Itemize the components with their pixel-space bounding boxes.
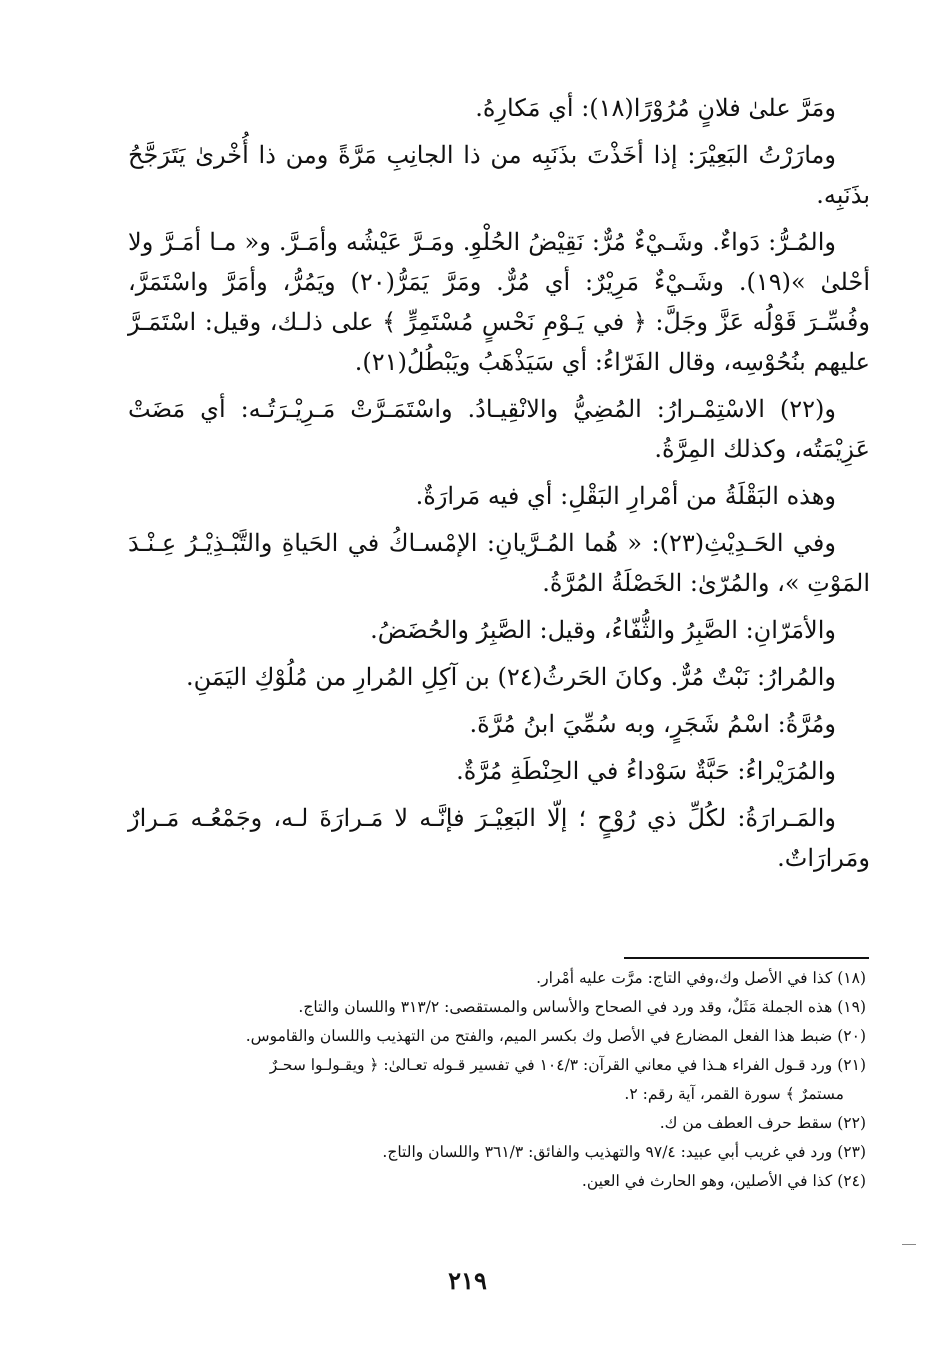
footnote-number: (٢٣)	[837, 1143, 866, 1161]
main-text	[128, 88, 870, 885]
paragraph: و(٢٢) الاسْتِمْـرارُ: المُضِيُّ والانْقِيـادُ. واسْتَمَـرَّتْ مَـرِيْـرَتُـه: أي مَضَتْ عَزِيْمَتُه، وكذلك المِرَّةُ.	[128, 395, 870, 463]
footnote-text: ورد قـول الفراء هـذا في معاني القرآن: ١٠٤/٣ في تفسير قـوله تعـالىٰ: ﴿ ويقـولـوا سحـرٌ	[269, 1056, 833, 1074]
paragraph: وفي الحَـدِيْثِ(٢٣): « هُما المُـرَّيانِ: الإمْسـاكُ في الحَياةِ والتَّبْـذِيْـرُ عِـنْـدَ المَوْتِ »، والمُرّىٰ: الخَصْلَةُ المُرَّةُ.	[128, 529, 870, 597]
footnote-text: سقط حرف العطف من ك.	[659, 1114, 833, 1132]
footnote-number: (٢٠)	[837, 1027, 866, 1045]
footnote-text: كذا في الأصلين، وهو الحارث في العين.	[581, 1172, 833, 1190]
footnote	[128, 1109, 866, 1138]
paragraph: ومارَرْتُ البَعِيْرَ: إذا أخَذْتَ بذَنَبِه من ذا الجانِبِ مَرَّةً ومن ذا أُخْرىٰ يَتَرَجَّحُ بذَنَبِه.	[128, 141, 870, 209]
paragraph: والمُرَيْراءُ: حَبَّةٌ سَوْداءُ في الحِنْطَةِ مُرَّةٌ.	[456, 757, 836, 785]
footnote-number: (١٩)	[837, 998, 866, 1016]
paragraph: والمُـرُّ: دَواءٌ. وشَـيْءٌ مُرٌّ: نَقِيْضُ الحُلْوِ. ومَـرَّ عَيْشُه وأمَـرَّ. و« مـا أمَـرَّ ولا أحْلىٰ »(١٩). وشَـيْءٌ مَرِيْرٌ: أي مُرٌّ. ومَرَّ يَمَرُّ(٢٠) ويَمُرُّ، وأمَرَّ واسْتَمَرَّ، وفُسِّـرَ قَوْلُه عَزَّ وجَلَّ: ﴿ في يَـوْمِ نَحْسٍ مُسْتَمِرٍّ ﴾ على ذلـك، وقيل: اسْتَمَـرَّ عليهم بنُحُوْسِه، وقال الفَرّاءُ: أي سَيَذْهَبُ ويَبْطُلُ(٢١).	[128, 228, 870, 376]
footnote-text: ورد في غريب أبي عبيد: ٩٧/٤ والتهذيب والفائق: ٣٦١/٣ واللسان والتاج.	[382, 1143, 833, 1161]
footnotes	[128, 964, 866, 1196]
paragraph: والمُرارُ: نَبْتٌ مُرٌّ. وكانَ الحَرثُ(٢٤) بن آكِلِ المُرارِ من مُلُوْكِ اليَمَنِ.	[186, 663, 836, 691]
scan-mark	[902, 1244, 916, 1245]
paragraph: والمَـرارَةُ: لكُلِّ ذي رُوْحٍ ؛ إلّا البَعِيْـرَ فإنَّـه لا مَـرارَةَ لـه، وجَمْعُـه مَـرارٌ ومَرارَاتٌ.	[128, 804, 870, 872]
footnote	[128, 1167, 866, 1196]
footnote	[128, 1022, 866, 1051]
footnote-continuation: مستمرٌ ﴾ سورة القمر، آية رقم: ٢.	[624, 1085, 844, 1103]
footnote-number: (٢٢)	[837, 1114, 866, 1132]
footnote-number: (٢٤)	[837, 1172, 866, 1190]
footnote	[128, 993, 866, 1022]
footnote-divider	[624, 957, 869, 959]
paragraph: وهذه البَقْلَةُ من أمْرارِ البَقْلِ: أي فيه مَرارَةٌ.	[415, 482, 836, 510]
page-number: ٢١٩	[448, 1266, 487, 1295]
footnote	[128, 1051, 866, 1109]
paragraph: ومَرَّ علىٰ فلانٍ مُرُوْرًا(١٨): أي مَكارِهُ.	[475, 94, 836, 122]
footnote	[128, 964, 866, 993]
footnote-number: (٢١)	[837, 1056, 866, 1074]
paragraph: والأمَرّانِ: الصَّبِرُ والثُّفّاءُ، وقيل: الصَّبِرُ والحُضَضُ.	[370, 616, 836, 644]
footnote-text: ضبط هذا الفعل المضارع في الأصل وك بكسر الميم، والفتح من التهذيب واللسان والقاموس.	[245, 1027, 833, 1045]
paragraph: ومُرَّةُ: اسْمُ شَجَرٍ، وبه سُمِّيَ ابنُ مُرَّةَ.	[469, 710, 836, 738]
footnote-number: (١٨)	[837, 969, 866, 987]
footnote	[128, 1138, 866, 1167]
footnote-text: كذا في الأصل وك،وفي التاج: مرَّت عليه أمْرار.	[536, 969, 833, 987]
footnote-text: هذه الجملة مَثَلٌ، وقد ورد في الصحاح والأساس والمستقصى: ٣١٣/٢ واللسان والتاج.	[298, 998, 833, 1016]
